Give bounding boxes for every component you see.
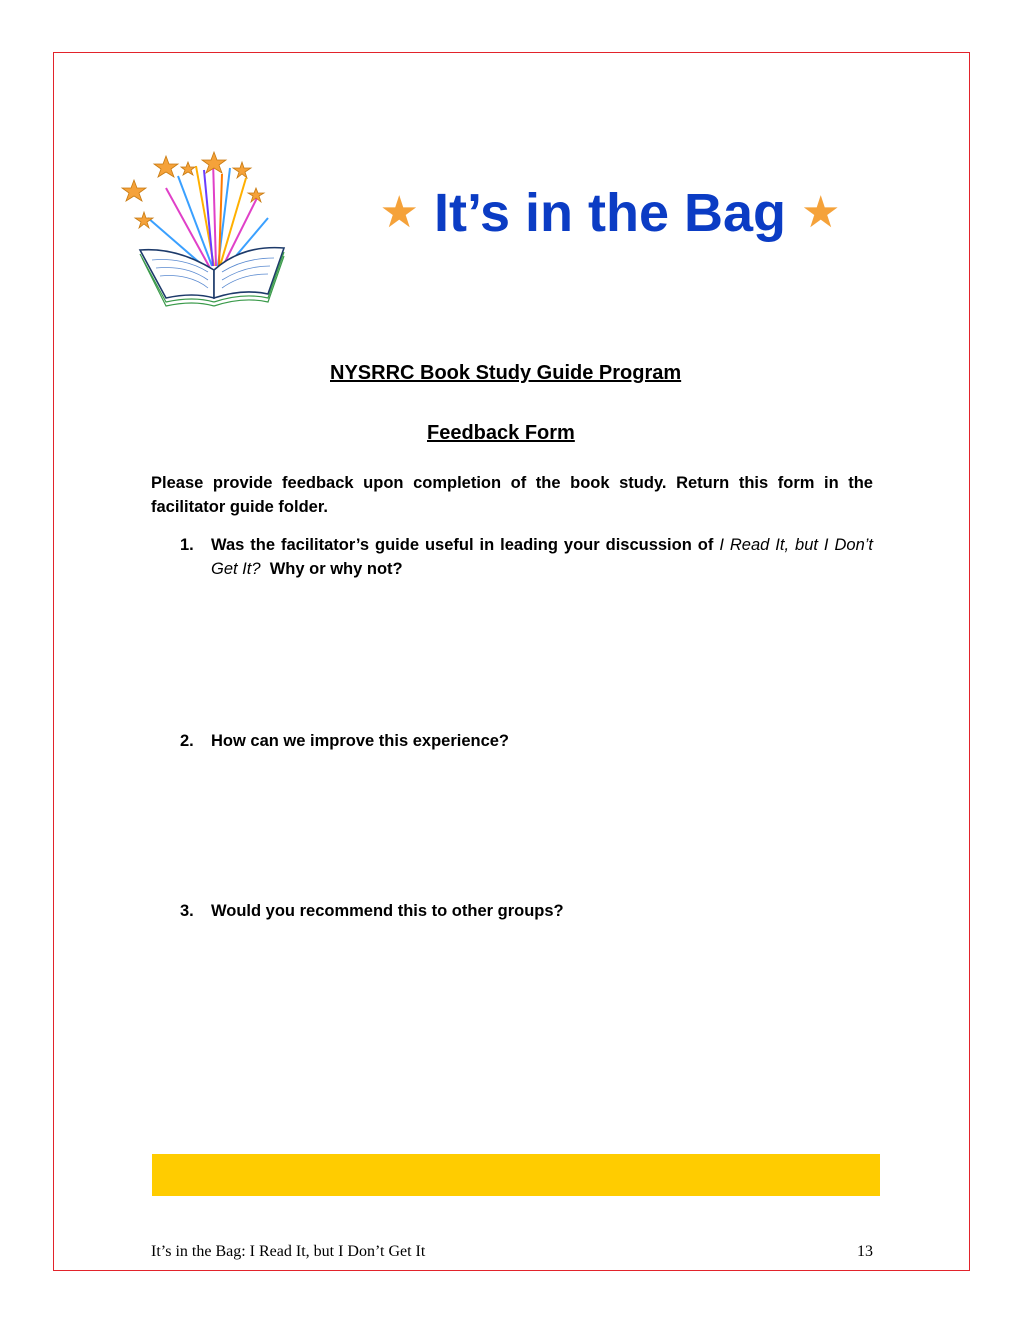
program-subtitle: NYSRRC Book Study Guide Program xyxy=(330,362,682,384)
page-title xyxy=(300,178,920,248)
title-text: It’s in the Bag xyxy=(433,183,787,243)
question-text: Would you recommend this to other groups? xyxy=(211,902,564,920)
page-number: 13 xyxy=(857,1243,873,1260)
footer-text: It’s in the Bag: I Read It, but I Don’t Get It xyxy=(151,1243,426,1260)
book-title: I Read It, but I Don’t Get It xyxy=(211,536,873,578)
question-3 xyxy=(180,899,873,923)
question-2 xyxy=(180,729,873,753)
intro-paragraph: Please provide feedback upon completion of the book study. Return this form in the facilitator guide folder. xyxy=(151,474,873,516)
form-title: Feedback Form xyxy=(427,422,575,444)
open-book-with-stars-icon xyxy=(118,148,304,308)
question-number: 2. xyxy=(180,732,194,750)
question-text: Was the facilitator’s guide useful in leading your discussion of I Read It, but I Don’t Get It? Why or why not? xyxy=(211,536,873,578)
page-footer xyxy=(151,1243,873,1261)
question-text: How can we improve this experience? xyxy=(211,732,510,750)
yellow-divider-bar xyxy=(152,1154,880,1196)
question-number: 1. xyxy=(180,536,194,554)
star-left-icon: ★ xyxy=(379,188,419,237)
star-right-icon: ★ xyxy=(801,188,841,237)
question-number: 3. xyxy=(180,902,194,920)
question-1 xyxy=(180,533,873,581)
